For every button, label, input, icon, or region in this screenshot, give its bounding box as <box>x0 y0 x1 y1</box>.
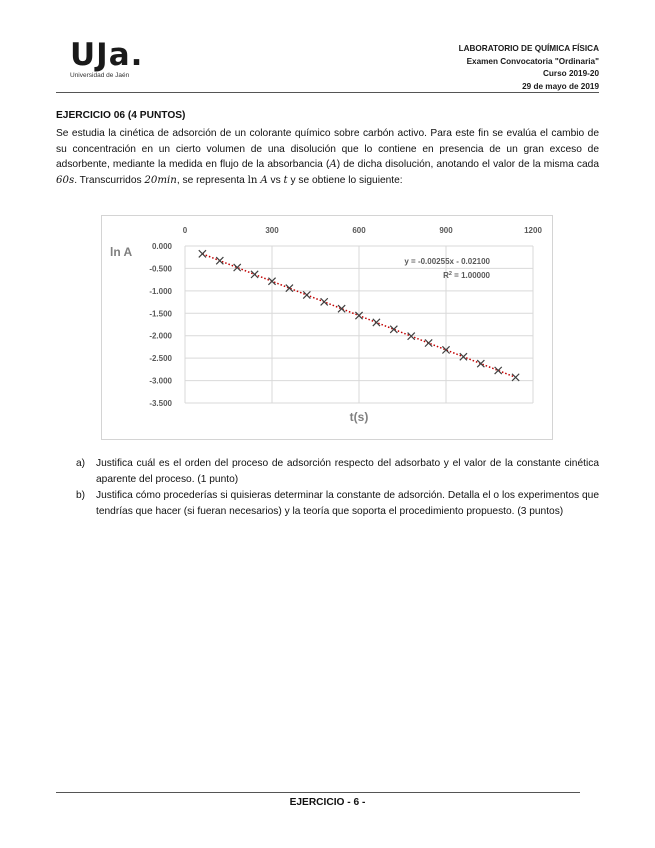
data-point <box>216 257 223 264</box>
question-label: b) <box>76 490 86 502</box>
r-squared <box>443 271 490 280</box>
y-tick-label: -1.500 <box>149 309 172 319</box>
question-b <box>76 488 599 519</box>
kinetics-chart <box>101 215 553 440</box>
variable-a: A <box>260 174 268 186</box>
time-interval: 60s <box>56 174 75 186</box>
exercise-title: EJERCICIO 06 (4 PUNTOS) <box>56 110 186 121</box>
statement-part: ) de dicha disolución, anotando el valor de la misma cada <box>336 159 599 171</box>
y-tick-label: -2.500 <box>149 354 172 364</box>
exercise-statement <box>56 126 599 188</box>
question-list <box>76 456 599 520</box>
x-tick-label: 0 <box>182 226 188 235</box>
data-point <box>321 298 328 305</box>
x-tick-label: 300 <box>265 226 279 235</box>
variable-t: t <box>283 174 288 186</box>
header-exam-call: Examen Convocatoria "Ordinaria" <box>466 56 599 66</box>
data-point <box>251 271 258 278</box>
variable-a: A <box>329 159 337 171</box>
x-tick-label: 900 <box>439 226 453 235</box>
data-point <box>477 360 484 367</box>
ln-operator: ln <box>247 174 258 186</box>
y-tick-label: -1.000 <box>149 286 172 296</box>
header-course: Curso 2019-20 <box>543 69 599 79</box>
chart-svg <box>102 216 552 439</box>
data-point <box>390 326 397 333</box>
y-tick-label: -0.500 <box>149 264 172 274</box>
footer-divider <box>56 792 580 793</box>
data-point <box>338 305 345 312</box>
data-point <box>512 374 519 381</box>
y-tick-label: 0.000 <box>151 242 172 251</box>
header-lab-name: LABORATORIO DE QUÍMICA FÍSICA <box>458 44 599 53</box>
exam-header <box>459 43 599 93</box>
statement-part: . Transcurridos <box>74 174 145 186</box>
logo-subtitle: Universidad de Jaén <box>70 72 130 79</box>
r-squared-exponent: 2 <box>448 271 452 277</box>
trendline-equation: y = -0.00255x - 0.02100 <box>404 257 490 266</box>
y-tick-label: -2.000 <box>149 331 172 341</box>
question-text: Justifica cuál es el orden del proceso de adsorción respecto del adsorbato y el valor de la constante cinética aparente del proceso. (1 punto) <box>96 458 599 485</box>
header-date: 29 de mayo de 2019 <box>522 81 599 91</box>
header-divider <box>56 92 599 93</box>
page-footer: EJERCICIO - 6 - <box>289 797 366 808</box>
data-point <box>373 319 380 326</box>
question-text: Justifica cómo procederías si quisieras determinar la constante de adsorción. Detalla el o los experimentos que tendrías que hacer (si fueran necesarios) y la teoría que soporta el procedimiento propuesto. (3 puntos) <box>96 490 599 517</box>
statement-part: vs <box>267 174 284 186</box>
r-squared-value: = 1.00000 <box>451 271 490 280</box>
data-point <box>303 291 310 298</box>
x-axis-label: t(s) <box>349 410 369 424</box>
r-squared-prefix: R <box>443 271 449 280</box>
data-point <box>199 250 206 257</box>
x-tick-label: 600 <box>352 226 366 235</box>
data-point <box>460 353 467 360</box>
y-axis-label: ln A <box>110 245 133 259</box>
statement-part: y se obtiene lo siguiente: <box>287 174 403 186</box>
question-a <box>76 456 599 487</box>
y-tick-label: -3.500 <box>149 399 172 408</box>
data-point <box>495 367 502 374</box>
data-point <box>234 264 241 271</box>
x-tick-label: 1200 <box>524 226 542 235</box>
logo-mark: UJa. <box>70 37 144 73</box>
university-logo <box>70 37 160 84</box>
statement-part: Se estudia la cinética de adsorción de un colorante químico sobre carbón activo. Para este fin se evalúa el cambio de su concentración en un cierto volumen de una disolución que lo contiene en presencia de un gran exceso de adsorbente, mediante la medida en flujo de la absorbancia ( <box>56 128 599 171</box>
y-tick-label: -3.000 <box>149 376 172 386</box>
data-point <box>425 339 432 346</box>
question-label: a) <box>76 458 86 469</box>
statement-part: , se representa <box>176 174 248 186</box>
total-time: 20min <box>144 174 177 186</box>
